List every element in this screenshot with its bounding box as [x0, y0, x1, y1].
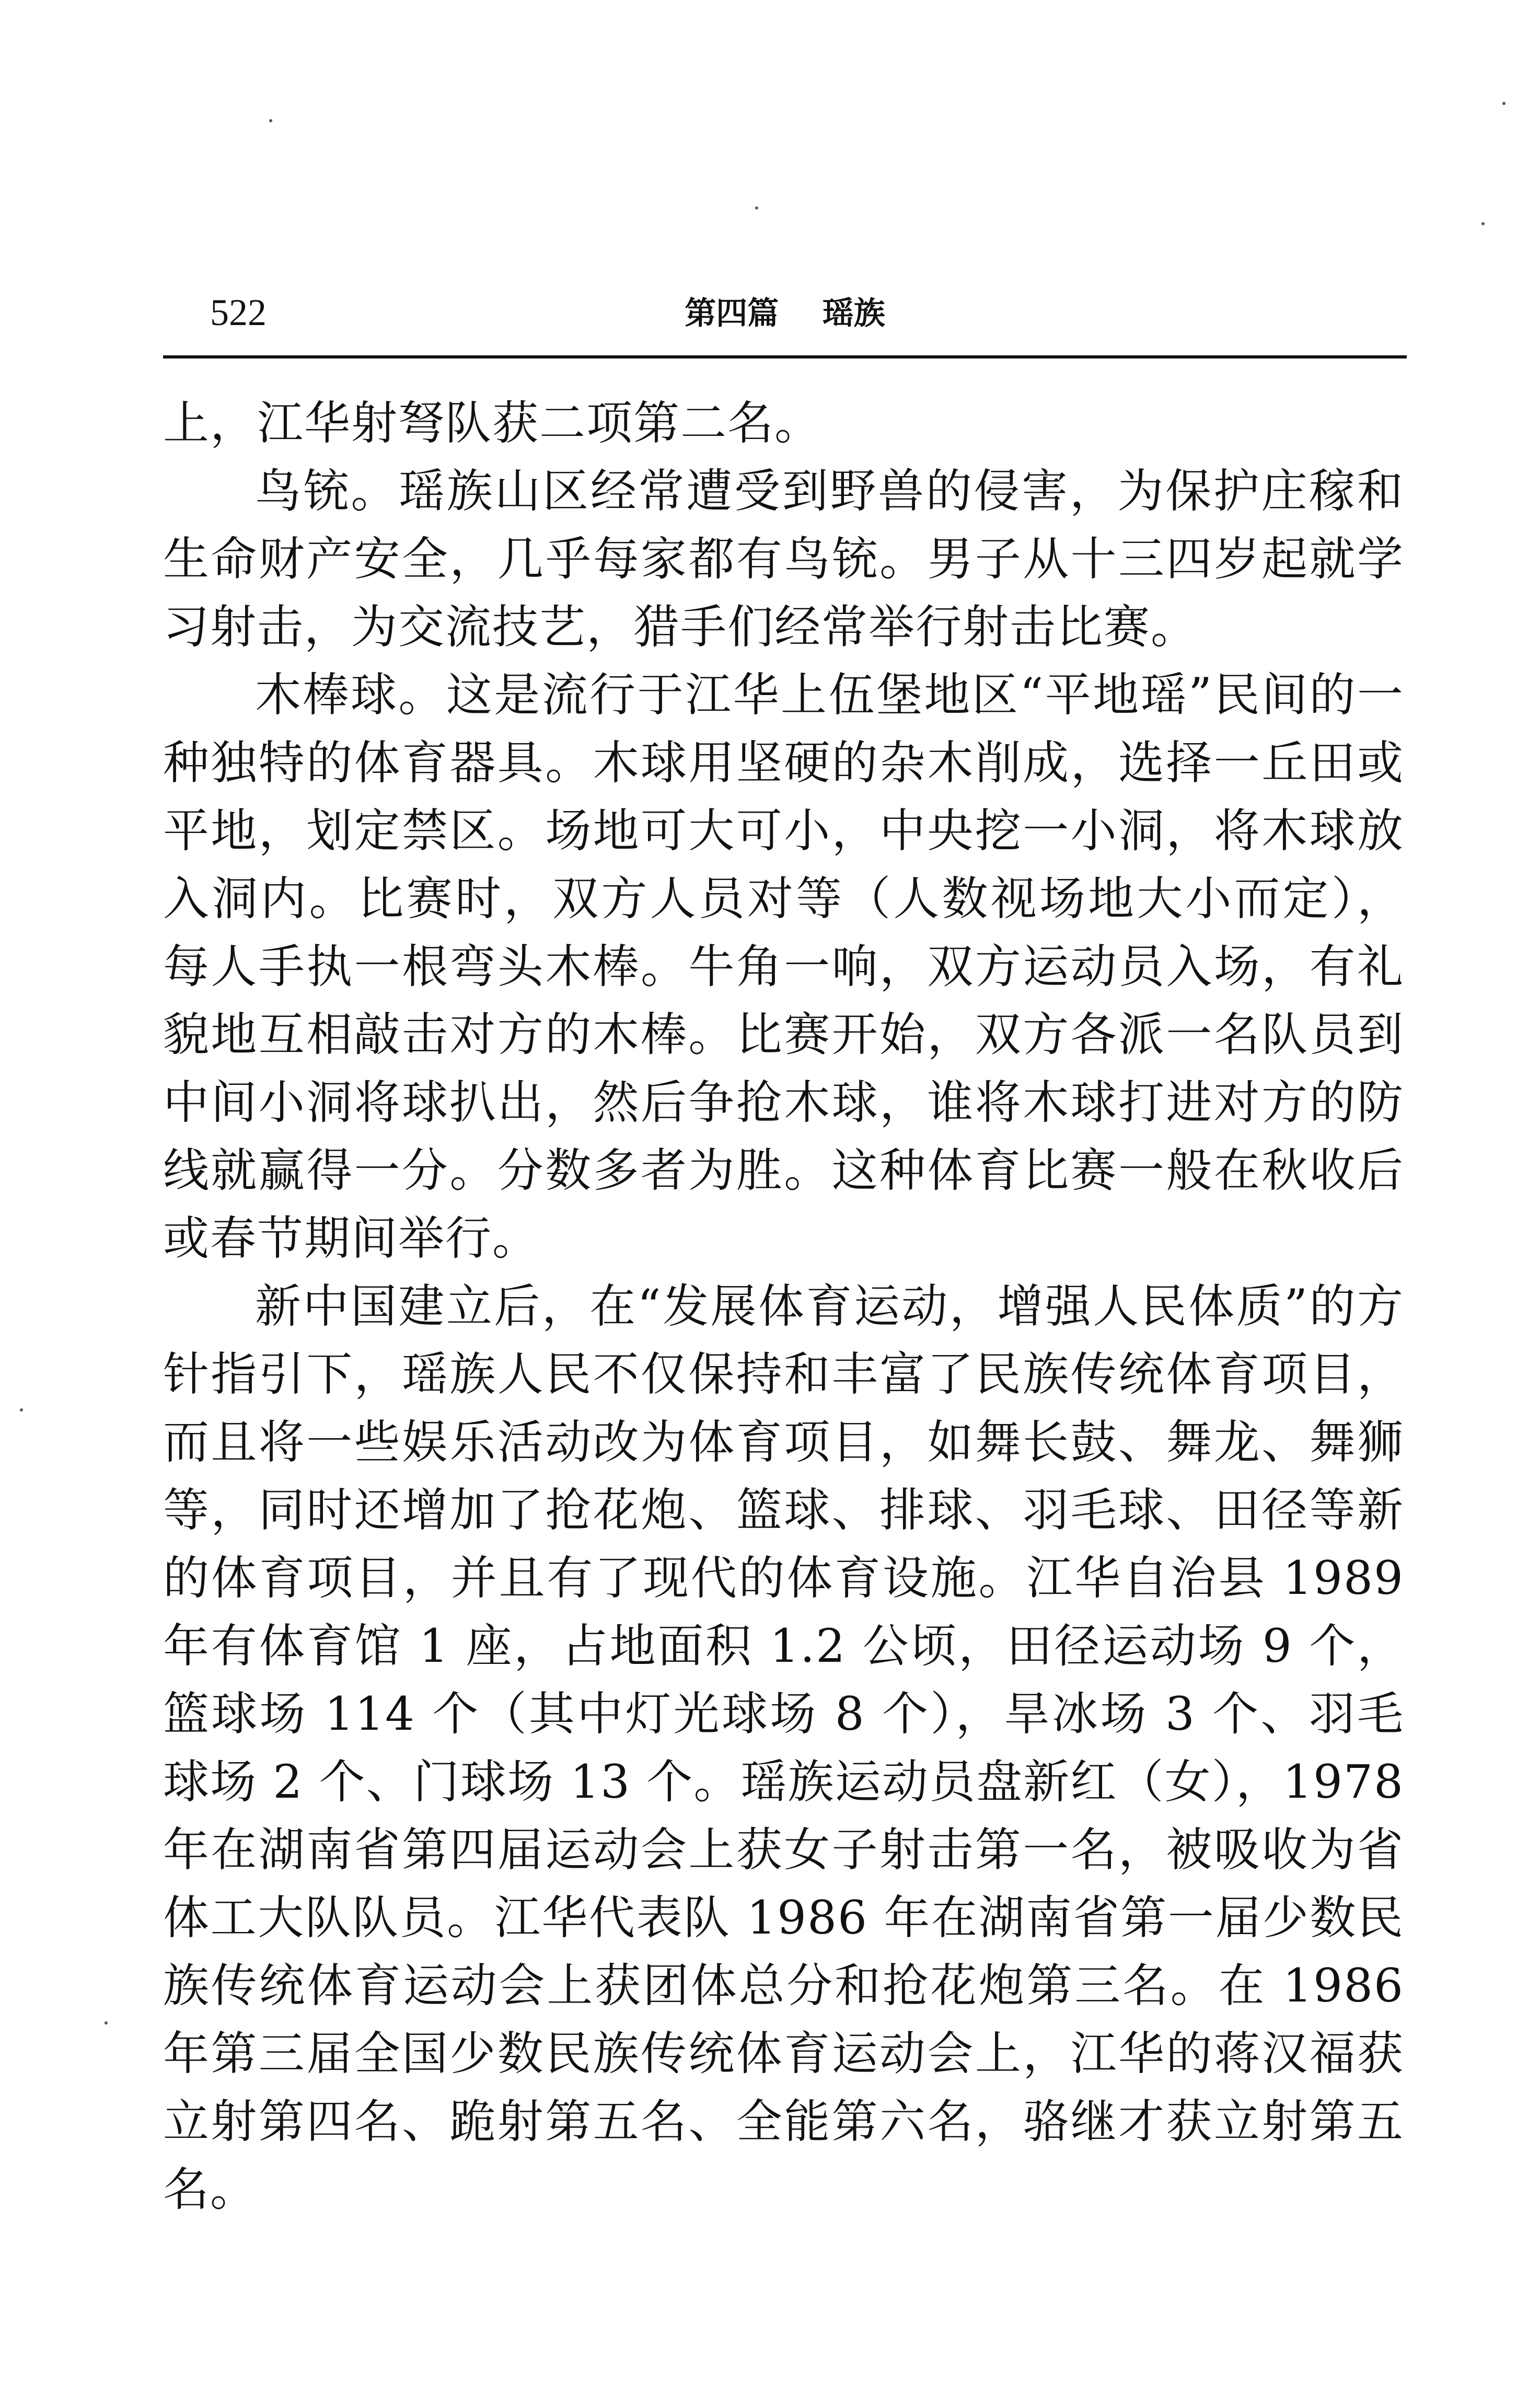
- scan-speck: [1502, 102, 1506, 105]
- paragraph-bird-gun: 鸟铳。瑶族山区经常遭受到野兽的侵害，为保护庄稼和生命财产安全，几乎每家都有鸟铳。男子从十三四岁起就学习射击，为交流技艺，猎手们经常举行射击比赛。: [163, 464, 1404, 654]
- header-rule: [163, 355, 1407, 358]
- scan-speck: [105, 2021, 108, 2024]
- scan-speck: [269, 119, 272, 122]
- scan-speck: [755, 206, 758, 210]
- body-text: [163, 389, 1404, 2224]
- page-header: [163, 285, 1407, 348]
- running-head: 第四篇 瑶族: [685, 295, 885, 332]
- paragraph-modern-sports: 新中国建立后，在“发展体育运动，增强人民体质”的方针指引下，瑶族人民不仅保持和丰富了民族传统体育项目，而且将一些娱乐活动改为体育项目，如舞长鼓、舞龙、舞狮等，同时还增加了抢花炮、篮球、排球、羽毛球、田径等新的体育项目，并且有了现代的体育设施。江华自治县 1989 年有体育馆 1 座，占地面积 1.2 公顷，田径运动场 9 个，篮球场 114 个（其中灯光球场 8 个），旱冰场 3 个、羽毛球场 2 个、门球场 13 个。瑶族运动员盘新红（女），1978 年在湖南省第四届运动会上获女子射击第一名，被吸收为省体工大队队员。江华代表队 1986 年在湖南省第一届少数民族传统体育运动会上获团体总分和抢花炮第三名。在 1986 年第三届全国少数民族传统体育运动会上，江华的蒋汉福获立射第四名、跪射第五名、全能第六名，骆继才获立射第五名。: [163, 1279, 1404, 2216]
- paragraph-wooden-stick-ball: 木棒球。这是流行于江华上伍堡地区“平地瑶”民间的一种独特的体育器具。木球用坚硬的杂木削成，选择一丘田或平地，划定禁区。场地可大可小，中央挖一小洞，将木球放入洞内。比赛时，双方人员对等（人数视场地大小而定），每人手执一根弯头木棒。牛角一响，双方运动员入场，有礼貌地互相敲击对方的木棒。比赛开始，双方各派一名队员到中间小洞将球扒出，然后争抢木球，谁将木球打进对方的防线就赢得一分。分数多者为胜。这种体育比赛一般在秋收后或春节期间举行。: [163, 668, 1404, 1265]
- scan-speck: [20, 1408, 23, 1411]
- scan-speck: [1481, 222, 1485, 225]
- page-number: 522: [210, 292, 267, 333]
- paragraph-continued: 上，江华射弩队获二项第二名。: [163, 396, 822, 450]
